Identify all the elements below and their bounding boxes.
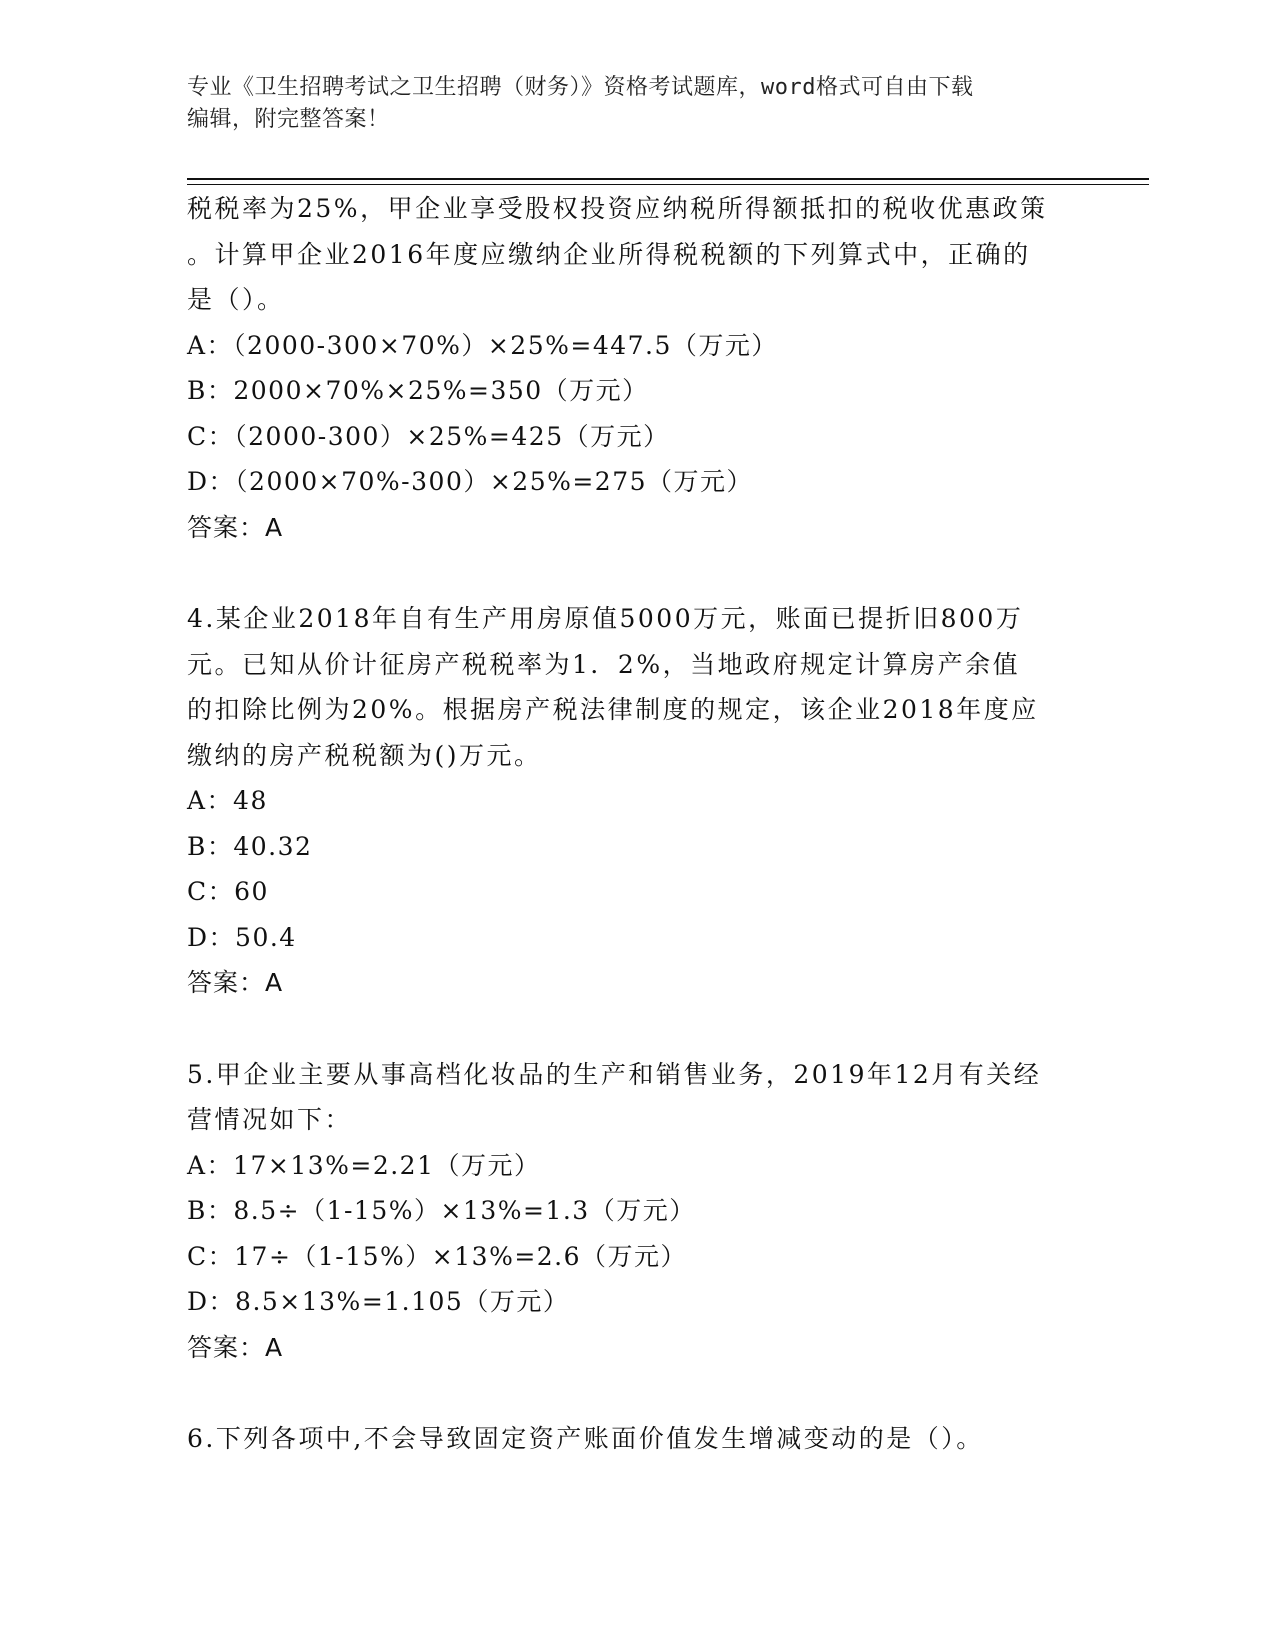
answer-line: 答案：A [187, 512, 284, 542]
option-b: B：40.32 [187, 831, 313, 861]
question-3 [187, 186, 1087, 550]
question-text-line: 6.下列各项中,不会导致固定资产账面价值发生增减变动的是（）。 [187, 1424, 984, 1453]
question-text-line: 4.某企业2018年自有生产用房原值5000万元，账面已提折旧800万 [187, 604, 1024, 633]
question-text-line: 。计算甲企业2016年度应缴纳企业所得税税额的下列算式中，正确的 [187, 239, 1031, 269]
option-a: A：（2000-300×70%）×25%=447.5（万元） [187, 330, 778, 360]
question-text-line: 元。已知从价计征房产税税率为1．2%，当地政府规定计算房产余值 [187, 649, 1021, 679]
answer-line: 答案：A [187, 968, 284, 997]
option-b: B：8.5÷（1-15%）×13%=1.3（万元） [187, 1196, 696, 1225]
option-c: C：（2000-300）×25%=425（万元） [187, 421, 670, 451]
header-rule-thick [187, 178, 1149, 180]
question-text-line: 缴纳的房产税税额为()万元。 [187, 740, 542, 770]
question-5 [187, 1052, 1087, 1371]
option-c: C：60 [187, 877, 269, 906]
option-a: A：48 [187, 786, 268, 815]
question-text-line: 的扣除比例为20%。根据房产税法律制度的规定，该企业2018年度应 [187, 695, 1039, 724]
header-line-2: 编辑，附完整答案！ [187, 107, 390, 132]
answer-line: 答案：A [187, 1332, 284, 1362]
question-6 [187, 1416, 1087, 1462]
option-d: D：8.5×13%=1.105（万元） [187, 1287, 570, 1316]
option-d: D：（2000×70%-300）×25%=275（万元） [187, 467, 754, 496]
question-text-line: 5.甲企业主要从事高档化妆品的生产和销售业务，2019年12月有关经 [187, 1059, 1042, 1089]
question-text-line: 税税率为25%，甲企业享受股权投资应纳税所得额抵扣的税收优惠政策 [187, 194, 1048, 223]
option-a: A：17×13%=2.21（万元） [187, 1150, 541, 1180]
option-d: D：50.4 [187, 922, 297, 952]
option-b: B：2000×70%×25%=350（万元） [187, 376, 649, 405]
document-body [187, 186, 1087, 1462]
question-text-line: 营情况如下： [187, 1105, 353, 1134]
question-text-line: 是（）。 [187, 285, 285, 314]
document-header [187, 72, 1107, 136]
header-line-1: 专业《卫生招聘考试之卫生招聘（财务）》资格考试题库，word格式可自由下载 [187, 75, 974, 100]
option-c: C：17÷（1-15%）×13%=2.6（万元） [187, 1241, 688, 1271]
header-rule-thin [187, 184, 1149, 185]
question-4 [187, 596, 1087, 1006]
